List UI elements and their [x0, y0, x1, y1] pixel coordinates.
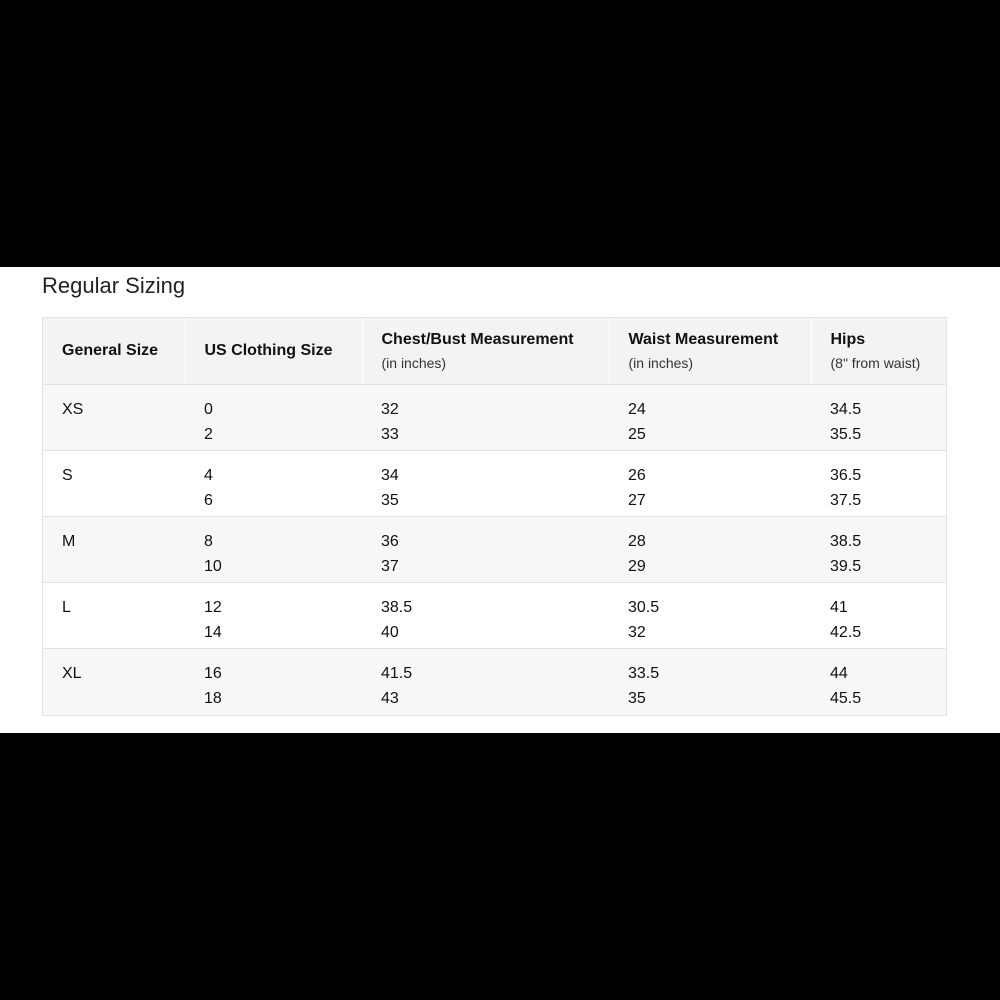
waist-cell [609, 517, 811, 583]
header-waist [609, 318, 811, 385]
cell-value: 2 [204, 426, 213, 443]
table-row [43, 385, 946, 451]
hips-cell [811, 649, 946, 715]
chest-cell [362, 451, 609, 517]
cell-value: 32 [628, 624, 646, 641]
cell-value: 28 [628, 533, 646, 550]
cell-value: 30.5 [628, 599, 660, 616]
size-chart-table [42, 317, 947, 716]
waist-cell [609, 649, 811, 715]
cell-value: 41.5 [381, 665, 413, 682]
cell-value: 14 [204, 624, 222, 641]
cell-value: 44 [830, 665, 848, 682]
cell-value: 27 [628, 492, 646, 509]
cell-value: 25 [628, 426, 646, 443]
cell-value: 38.5 [830, 533, 862, 550]
cell-value: 8 [204, 533, 213, 550]
general-size-cell [43, 517, 185, 583]
chest-cell [362, 649, 609, 715]
table-row [43, 451, 946, 517]
cell-value: 43 [381, 690, 399, 707]
cell-value: 4 [204, 467, 213, 484]
cell-value: 37.5 [830, 492, 862, 509]
header-label: General Size [62, 342, 159, 359]
waist-cell [609, 451, 811, 517]
cell-value: 36.5 [830, 467, 862, 484]
cell-value: S [62, 467, 73, 484]
hips-cell [811, 385, 946, 451]
waist-cell [609, 583, 811, 649]
cell-value: 35 [628, 690, 646, 707]
table-row [43, 583, 946, 649]
chest-cell [362, 517, 609, 583]
table-row [43, 517, 946, 583]
cell-value: 33 [381, 426, 399, 443]
header-general-size [43, 318, 185, 385]
cell-value: XL [62, 665, 82, 682]
cell-value: 26 [628, 467, 646, 484]
cell-value: 12 [204, 599, 222, 616]
us-size-cell [185, 649, 362, 715]
cell-value: 34.5 [830, 401, 862, 418]
cell-value: 33.5 [628, 665, 660, 682]
header-unit: (in inches) [381, 355, 447, 371]
size-chart-title: Regular Sizing [42, 273, 186, 298]
cell-value: 10 [204, 558, 222, 575]
cell-value: 38.5 [381, 599, 413, 616]
header-hips [811, 318, 946, 385]
hips-cell [811, 583, 946, 649]
table-row [43, 649, 946, 715]
general-size-cell [43, 451, 185, 517]
us-size-cell [185, 451, 362, 517]
cell-value: M [62, 533, 76, 550]
cell-value: 32 [381, 401, 399, 418]
waist-cell [609, 385, 811, 451]
cell-value: 41 [830, 599, 848, 616]
header-label: Hips [830, 331, 866, 348]
hips-cell [811, 517, 946, 583]
hips-cell [811, 451, 946, 517]
header-label: Waist Measurement [628, 331, 779, 348]
header-chest-bust [362, 318, 609, 385]
header-label: Chest/Bust Measurement [381, 331, 574, 348]
general-size-cell [43, 583, 185, 649]
cell-value: 35 [381, 492, 399, 509]
us-size-cell [185, 517, 362, 583]
cell-value: 35.5 [830, 426, 862, 443]
cell-value: 29 [628, 558, 646, 575]
us-size-cell [185, 385, 362, 451]
cell-value: 42.5 [830, 624, 862, 641]
header-label: US Clothing Size [204, 342, 333, 359]
cell-value: 16 [204, 665, 222, 682]
cell-value: 6 [204, 492, 213, 509]
header-unit: (in inches) [628, 355, 694, 371]
general-size-cell [43, 385, 185, 451]
header-unit: (8" from waist) [830, 355, 921, 371]
table-header-row [43, 318, 946, 385]
cell-value: 45.5 [830, 690, 862, 707]
us-size-cell [185, 583, 362, 649]
chest-cell [362, 385, 609, 451]
chest-cell [362, 583, 609, 649]
cell-value: 37 [381, 558, 399, 575]
cell-value: 39.5 [830, 558, 862, 575]
cell-value: XS [62, 401, 84, 418]
cell-value: L [62, 599, 71, 616]
cell-value: 36 [381, 533, 399, 550]
cell-value: 34 [381, 467, 399, 484]
cell-value: 18 [204, 690, 222, 707]
cell-value: 40 [381, 624, 399, 641]
general-size-cell [43, 649, 185, 715]
cell-value: 0 [204, 401, 213, 418]
header-us-clothing-size [185, 318, 362, 385]
cell-value: 24 [628, 401, 646, 418]
